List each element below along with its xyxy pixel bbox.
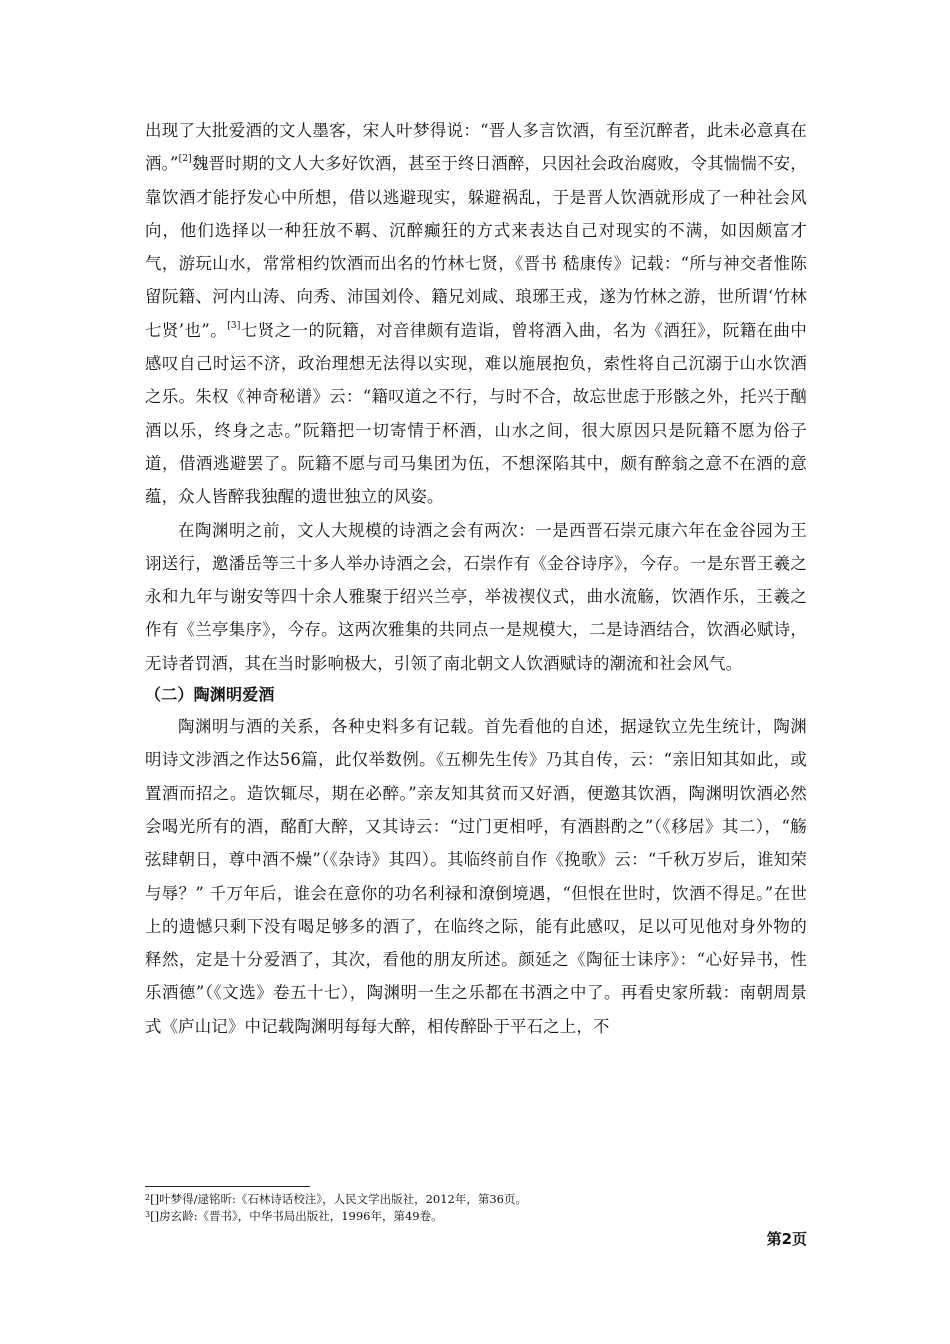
footnote-3-text: []房玄龄:《晋书》，中华书局出版社，1996年，第49卷。 <box>150 1209 443 1223</box>
paragraph-3: 陶渊明与酒的关系，各种史料多有记载。首先看他的自述，据逯钦立先生统计，陶渊明诗文涉酒之作达56篇，此仅举数例。《五柳先生传》乃其自传，云：“亲旧知其如此，或置酒而招之。造饮辄尽，期在必醉。”亲友知其贫而又好酒，便邀其饮酒，陶渊明饮酒必然会喝光所有的酒，酩酊大醉，又其诗云：“过门更相呼，有酒斟酌之”（《移居》其二），“觞弦肆朝日，尊中酒不燥”（《杂诗》其四）。其临终前自作《挽歌》云：“千秋万岁后，谁知荣与辱？” 千万年后，谁会在意你的功名利禄和潦倒境遇，“但恨在世时，饮酒不得足。”在世上的遗憾只剩下没有喝足够多的酒了，在临终之际，能有此感叹，足以可见他对身外物的释然，定是十分爱酒了，其次，看他的朋友所述。颜延之《陶征士诔序》：“心好异书，性乐酒德”（《文选》卷五十七），陶渊明一生之乐都在书酒之中了。再看史家所载：南朝周景式《庐山记》中记载陶渊明每每大醉，相传醉卧于平石之上，不 <box>145 717 807 1036</box>
footnote-2 <box>145 1191 807 1208</box>
footnote-divider <box>145 1186 310 1187</box>
page-number: 第2页 <box>766 1230 807 1248</box>
paragraph-1-part-c: 七贤之一的阮籍，对音律颇有造诣，曾将酒入曲，名为《酒狂》，阮籍在曲中感叹自己时运不济，政治理想无法得以实现，难以施展抱负，索性将自己沉溺于山水饮酒之乐。朱权《神奇秘谱》云：“籍叹道之不行，与时不合，故忘世虑于形骸之外，托兴于酗酒以乐，终身之志。”阮籍把一切寄情于杯酒，山水之间，很大原因只是阮籍不愿为俗子道，借酒逃避罢了。阮籍不愿与司马集团为伍，不想深陷其中，颇有醉翁之意不在酒的意蕴，众人皆醉我独醒的遗世独立的风姿。 <box>145 320 807 507</box>
paragraph-1-part-a: 出现了大批爱酒的文人墨客，宋人叶梦得说：“晋人多言饮酒，有至沉醉者，此未必意真在酒。” <box>145 121 807 174</box>
paragraph-1-part-b: 魏晋时期的文人大多好饮酒，甚至于终日酒醉，只因社会政治腐败，令其惴惴不安，靠饮酒才能抒发心中所想，借以逃避现实，躲避祸乱，于是晋人饮酒就形成了一种社会风向，他们选择以一种狂放不羁、沉醉癫狂的方式来表达自己对现实的不满，如因颇富才气，游玩山水，常常相约饮酒而出名的竹林七贤，《晋书 嵇康传》记载：“所与神交者惟陈留阮籍、河内山涛、向秀、沛国刘伶、籍兄刘咸、琅琊王戎，遂为竹林之游，世所谓‘竹林七贤’也”。 <box>145 154 807 340</box>
footnote-2-mark: 2 <box>145 1193 151 1202</box>
citation-3[interactable]: [3] <box>227 320 241 331</box>
footnote-3-mark: 3 <box>145 1210 151 1219</box>
paragraph-2: 在陶渊明之前，文人大规模的诗酒之会有两次：一是西晋石崇元康六年在金谷园为王诩送行，邀潘岳等三十多人举办诗酒之会，石崇作有《金谷诗序》，今存。一是东晋王羲之永和九年与谢安等四十余人雅聚于绍兴兰亭，举祓禊仪式，曲水流觞，饮酒作乐，王羲之作有《兰亭集序》，今存。这两次雅集的共同点一是规模大，二是诗酒结合，饮酒必赋诗，无诗者罚酒，其在当时影响极大，引领了南北朝文人饮酒赋诗的潮流和社会风气。 <box>145 520 807 673</box>
footnote-2-text: []叶梦得/逯铭昕:《石林诗话校注》，人民文学出版社，2012年，第36页。 <box>150 1192 527 1206</box>
paragraph-1 <box>145 114 807 514</box>
section-heading: （二）陶渊明爱酒 <box>145 685 275 705</box>
footnotes <box>145 1191 807 1225</box>
footnote-3 <box>145 1208 807 1225</box>
citation-2[interactable]: [2] <box>178 154 192 165</box>
body-text <box>145 114 807 1043</box>
